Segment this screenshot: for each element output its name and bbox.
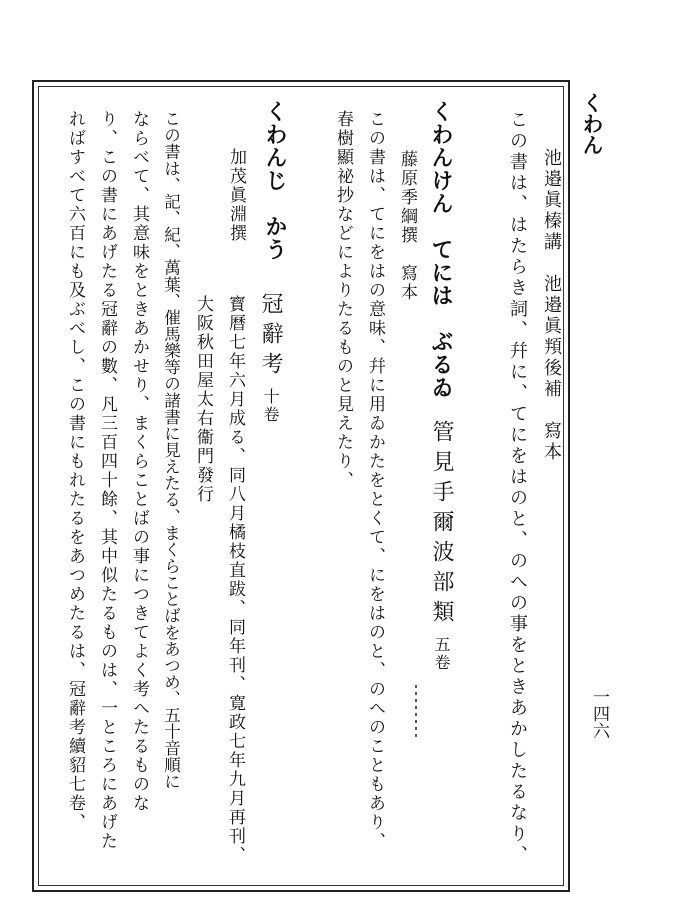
entry2-description: この書は、てにをはの意味、幷に用ゐかたをとくて、にをはのと、のへのこともあり、: [365, 110, 385, 851]
entry3-volumes: 十卷: [261, 388, 280, 424]
entry3-author-line: 加茂眞淵撰: [226, 148, 246, 243]
pencil-mark: [415, 685, 417, 740]
entry2-volumes: 五卷: [432, 636, 451, 672]
entry3-publication: 寳曆七年六月成る、同八月橘枝直跋、同年刊、寛政七年九月再刊、: [225, 295, 245, 865]
entry2-description-cont: 春樹顯祕抄などによりたるものと見えたり、: [333, 110, 353, 490]
entry1-description: この書は、はたらき詞、幷に、てにをはのと、のへの事をときあかしたるなり、: [507, 110, 528, 866]
running-head: くわん: [580, 92, 605, 155]
entry3-heading: くわんじ かう: [262, 100, 288, 261]
page-number: 一四六: [589, 688, 609, 739]
entry3-publisher: 大阪秋田屋太右衞門發行: [193, 295, 213, 504]
entry2-author-line: 藤原季綱撰 寫本: [397, 150, 417, 302]
entry3-title-block: [259, 292, 281, 424]
entry3-description-2: ならべて、其意味をときあかせり、まくらことばの事につきてよく考へたるものな: [129, 110, 149, 813]
entry2-heading: くわんけん てには ぶるゐ: [428, 100, 454, 399]
entry2-title-block: [430, 420, 452, 672]
entry3-description-3: り、この書にあげたる冠辭の數、凡三百四十餘、其中似たるものは、一ところにあげた: [97, 110, 117, 851]
entry1-author-line: 池邉眞榛講 池邉眞頖後補 寫本: [541, 148, 562, 463]
entry3-description-1: この書は、記、紀、萬葉、催馬樂等の諸書に見えたる、まくらことばをあつめ、五十音順に: [161, 110, 181, 790]
entry2-title: 管見手爾波部類: [429, 420, 454, 630]
entry3-title: 冠辭考: [258, 292, 283, 382]
entry3-description-4: ればすべて六百にも及ぶべし、この書にもれたるをあつめたるは、冠辭考續貂七卷、: [65, 110, 85, 832]
